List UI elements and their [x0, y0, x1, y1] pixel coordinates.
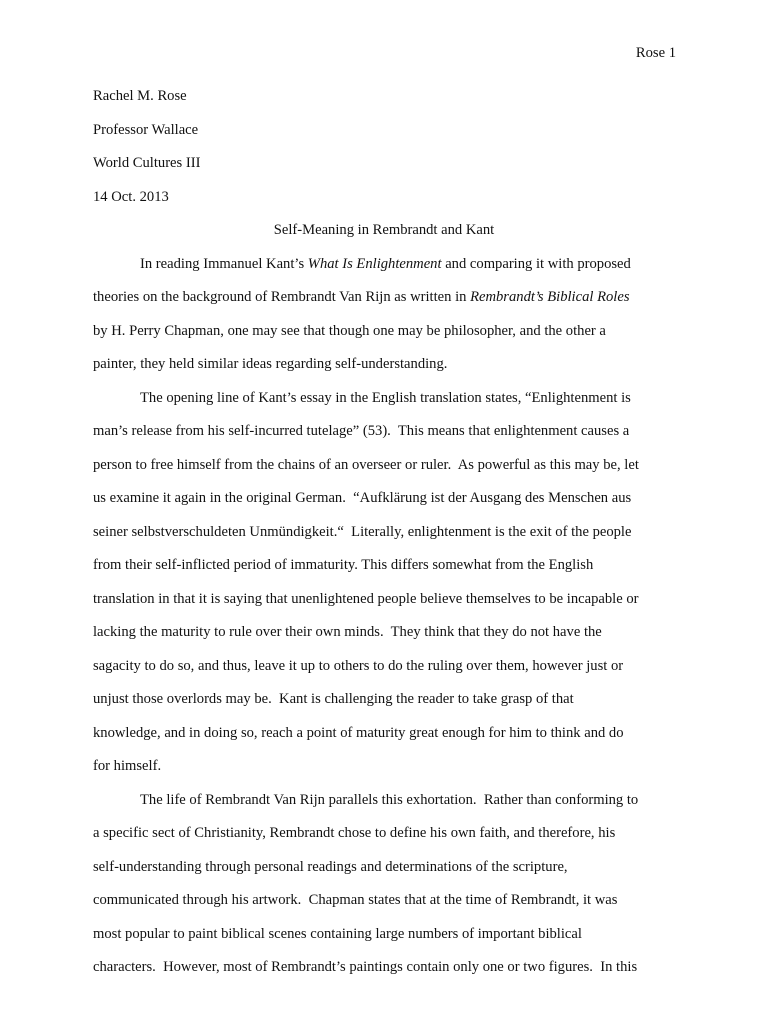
paragraph-line: unjust those overlords may be. Kant is challenging the reader to take grasp of that — [93, 691, 574, 707]
paragraph-line: characters. However, most of Rembrandt’s paintings contain only one or two figures. In this — [93, 959, 638, 975]
paragraph-line: The opening line of Kant’s essay in the English translation states, “Enlightenment is — [140, 389, 631, 406]
paragraph-line: communicated through his artwork. Chapman states that at the time of Rembrandt, it was — [93, 892, 618, 908]
paragraph-line — [93, 254, 675, 288]
text-run: theories on the background of Rembrandt Van Rijn as written in — [93, 289, 471, 305]
author-name: Rachel M. Rose — [93, 88, 187, 104]
paragraph-line: The life of Rembrandt Van Rijn parallels this exhortation. Rather than conforming to — [140, 791, 639, 808]
work-title: Rembrandt’s Biblical Roles — [470, 289, 630, 305]
paragraph-line — [93, 287, 675, 321]
paragraph-line: for himself. — [93, 758, 162, 774]
running-head: Rose 1 — [635, 45, 676, 61]
paragraph-3 — [93, 790, 675, 991]
paragraph-line: knowledge, and in doing so, reach a point of maturity great enough for him to think and do — [93, 724, 624, 741]
document-body — [93, 86, 675, 991]
paragraph-line: a specific sect of Christianity, Rembrandt chose to define his own faith, and therefore, his — [93, 825, 616, 841]
text-run: and comparing it with proposed — [441, 255, 631, 272]
paper-date: 14 Oct. 2013 — [93, 188, 169, 205]
paragraph-line: self-understanding through personal readings and determinations of the scripture, — [93, 858, 568, 875]
paragraph-line: sagacity to do so, and thus, leave it up to others to do the ruling over them, however just or — [93, 657, 624, 674]
paragraph-line: us examine it again in the original German. “Aufklärung ist der Ausgang des Menschen aus — [93, 490, 632, 506]
instructor-name: Professor Wallace — [93, 121, 199, 138]
paragraph-line: translation in that it is saying that unenlightened people believe themselves to be incapable or — [93, 590, 639, 607]
paragraph-line: seiner selbstverschuldeten Unmündigkeit.“ Literally, enlightenment is the exit of the people — [93, 523, 632, 540]
paragraph-2 — [93, 388, 675, 790]
course-name: World Cultures III — [93, 155, 201, 171]
paragraph-line: painter, they held similar ideas regarding self-understanding. — [93, 356, 448, 372]
work-title: What Is Enlightenment — [307, 255, 442, 272]
paragraph-1 — [93, 254, 675, 388]
paragraph-line: lacking the maturity to rule over their own minds. They think that they do not have the — [93, 624, 602, 640]
paragraph-line: man’s release from his self-incurred tutelage” (53). This means that enlightenment causes a — [93, 423, 630, 439]
paper-title: Self-Meaning in Rembrandt and Kant — [273, 222, 495, 238]
paragraph-line: person to free himself from the chains of an overseer or ruler. As powerful as this may be, let — [93, 456, 639, 473]
paragraph-line: most popular to paint biblical scenes containing large numbers of important biblical — [93, 925, 582, 942]
paragraph-line: by H. Perry Chapman, one may see that though one may be philosopher, and the other a — [93, 322, 606, 339]
text-run: In reading Immanuel Kant’s — [140, 255, 308, 272]
paragraph-line: from their self-inflicted period of immaturity. This differs somewhat from the English — [93, 557, 594, 573]
